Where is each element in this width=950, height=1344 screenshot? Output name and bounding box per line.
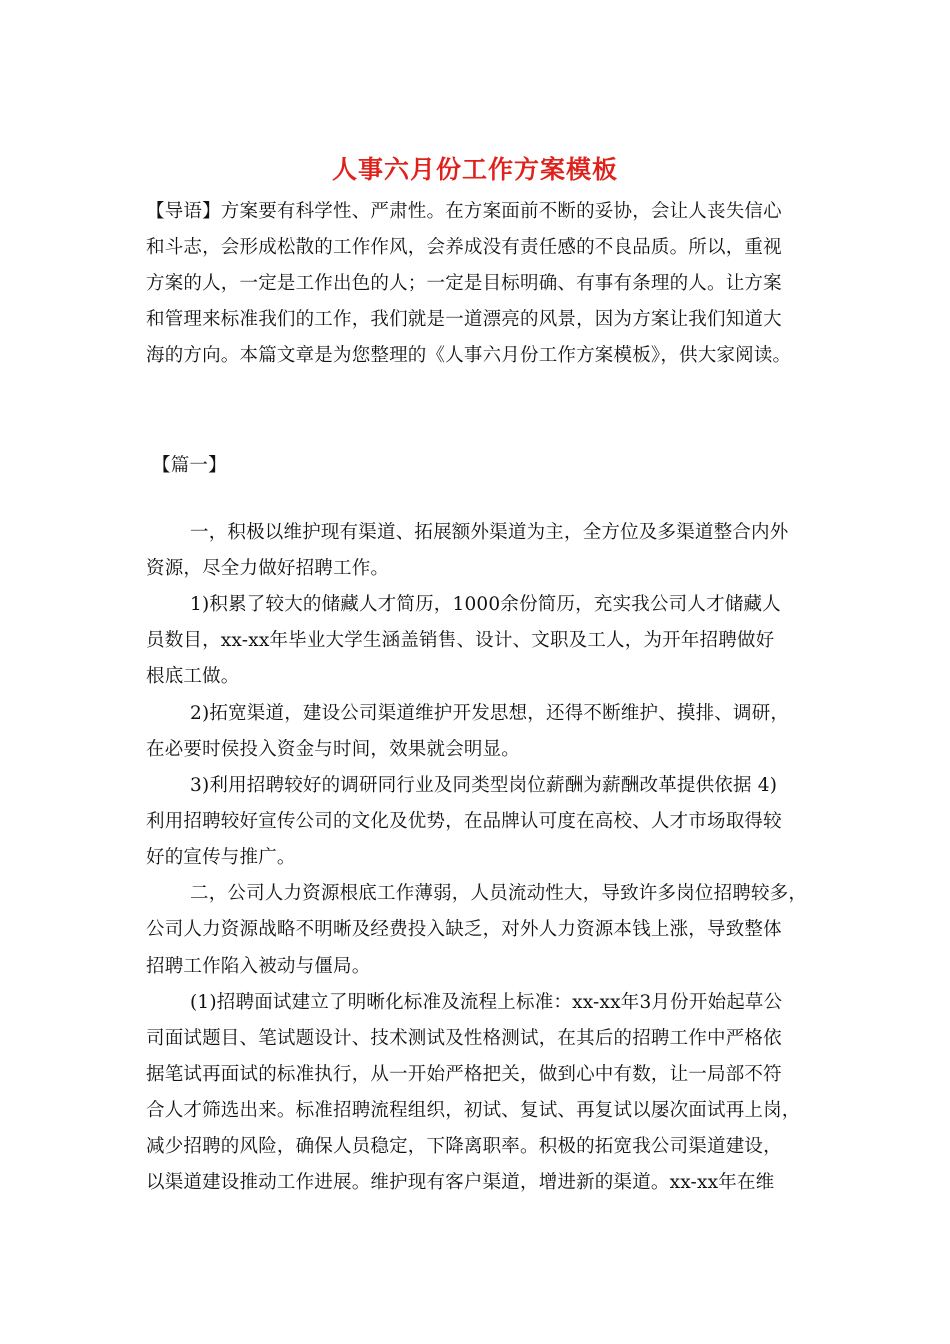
document-title: 人事六月份工作方案模板	[331, 155, 618, 184]
paragraph-line: 据笔试再面试的标准执行，从一开始严格把关，做到心中有数，让一局部不符	[146, 1064, 782, 1085]
intro-line: 海的方向。本篇文章是为您整理的《人事六月份工作方案模板》，供大家阅读。	[146, 345, 792, 366]
intro-line: 和管理来标准我们的工作，我们就是一道漂亮的风景，因为方案让我们知道大	[146, 309, 782, 330]
paragraph-line: 二，公司人力资源根底工作薄弱，人员流动性大，导致许多岗位招聘较多，	[190, 883, 808, 904]
paragraph-line: 3)利用招聘较好的调研同行业及同类型岗位薪酬为薪酬改革提供依据 4)	[190, 775, 778, 796]
paragraph-line: 好的宣传与推广。	[146, 847, 296, 868]
intro-line: 和斗志，会形成松散的工作作风，会养成没有责任感的不良品质。所以，重视	[146, 237, 782, 258]
paragraph-line: 减少招聘的风险，确保人员稳定，下降离职率。积极的拓宽我公司渠道建设，	[146, 1136, 782, 1157]
intro-line: 方案的人，一定是工作出色的人；一定是目标明确、有事有条理的人。让方案	[146, 273, 782, 294]
intro-line: 【导语】方案要有科学性、严肃性。在方案面前不断的妥协，会让人丧失信心	[146, 201, 782, 222]
paragraph-line: (1)招聘面试建立了明晰化标准及流程上标准：xx-xx年3月份开始起草公	[190, 992, 783, 1013]
paragraph-line: 1)积累了较大的储藏人才简历，1000余份简历，充实我公司人才储藏人	[190, 594, 781, 615]
paragraph-line: 员数目，xx-xx年毕业大学生涵盖销售、设计、文职及工人，为开年招聘做好	[146, 630, 775, 651]
paragraph-line: 在必要时侯投入资金与时间，效果就会明显。	[146, 739, 521, 760]
paragraph-line: 2)拓宽渠道，建设公司渠道维护开发思想，还得不断维护、摸排、调研，	[190, 703, 790, 724]
section-heading: 【篇一】	[152, 455, 227, 476]
paragraph-line: 利用招聘较好宣传公司的文化及优势，在品牌认可度在高校、人才市场取得较	[146, 811, 782, 832]
paragraph-line: 公司人力资源战略不明晰及经费投入缺乏，对外人力资源本钱上涨，导致整体	[146, 919, 782, 940]
paragraph-line: 一，积极以维护现有渠道、拓展额外渠道为主，全方位及多渠道整合内外	[190, 522, 789, 543]
paragraph-line: 以渠道建设推动工作进展。维护现有客户渠道，增进新的渠道。xx-xx年在维	[146, 1172, 775, 1193]
paragraph-line: 合人才筛选出来。标准招聘流程组织，初试、复试、再复试以屡次面试再上岗，	[146, 1100, 801, 1121]
paragraph-line: 招聘工作陷入被动与僵局。	[146, 956, 371, 977]
paragraph-line: 资源，尽全力做好招聘工作。	[146, 558, 390, 579]
paragraph-line: 根底工做。	[146, 666, 240, 687]
paragraph-line: 司面试题目、笔试题设计、技术测试及性格测试，在其后的招聘工作中严格依	[146, 1028, 782, 1049]
